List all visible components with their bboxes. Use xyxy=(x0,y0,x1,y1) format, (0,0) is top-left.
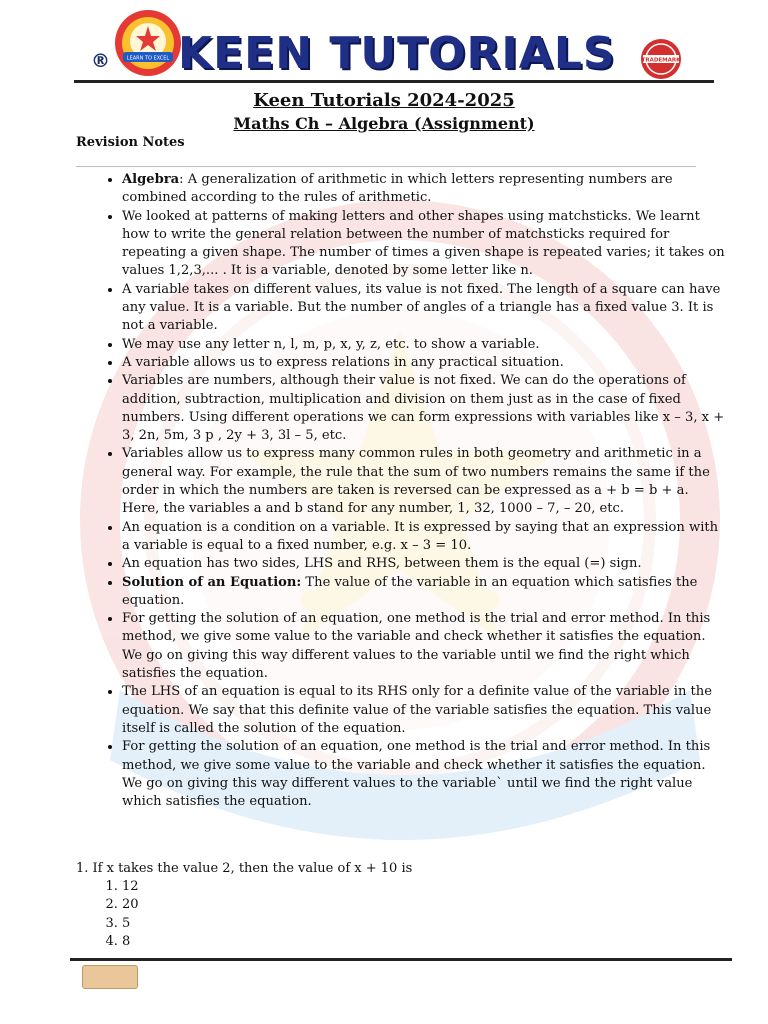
note-item xyxy=(122,372,726,445)
note-item xyxy=(122,610,726,683)
logo-text: LEARN TO EXCEL xyxy=(126,55,170,62)
note-item xyxy=(122,574,726,611)
note-item xyxy=(122,555,726,573)
note-item xyxy=(122,519,726,556)
header-divider xyxy=(74,80,714,83)
note-text: We looked at patterns of making letters and other shapes using matchsticks. We learnt how to write the general relation between the number of matchsticks required for repeating a given shape. The number of times a given shape is repeated varies; it takes on values 1,2,3,... . It is a variable, denoted by some letter like n. xyxy=(122,208,725,279)
note-item xyxy=(122,683,726,738)
section-divider xyxy=(76,166,696,167)
note-bold-term: Algebra xyxy=(122,172,180,187)
note-text: We may use any letter n, l, m, p, x, y, z, etc. to show a variable. xyxy=(122,336,540,352)
note-bold-term: Solution of an Equation: xyxy=(122,574,302,590)
note-text: : A generalization of arithmetic in which letters representing numbers are combined according to the rules of arithmetic. xyxy=(122,172,673,206)
answer-option: 1. 12 xyxy=(122,878,139,896)
note-text: Variables allow us to express many common rules in both geometry and arithmetic in a general way. For example, the rule that the sum of two numbers remains the same if the order in which the numbers are taken is reversed can be expressed as a + b = b + a. Here, the variables a and b stand for any number, 1, 32, 1000 – 7, – 20, etc. xyxy=(122,446,710,517)
note-item xyxy=(122,281,726,336)
document-titles xyxy=(0,90,768,134)
answer-option: 4. 8 xyxy=(122,933,139,951)
note-item xyxy=(122,171,726,208)
note-text: For getting the solution of an equation, one method is the trial and error method. In this method, we give some value to the variable and check whether it satisfies the equation. We go on giving this way different values to the variable until we find the right which satisfies the equation. xyxy=(122,611,711,682)
note-text: An equation is a condition on a variable. It is expressed by saying that an expression with a variable is equal to a fixed number, e.g. x – 3 = 10. xyxy=(122,519,719,553)
answer-options xyxy=(98,878,139,951)
note-item xyxy=(122,738,726,811)
answer-option: 2. 20 xyxy=(122,896,139,914)
note-text: An equation has two sides, LHS and RHS, between them is the equal (=) sign. xyxy=(122,556,642,572)
badge-text: TRADEMARK xyxy=(641,57,681,64)
page-header xyxy=(0,0,768,86)
keen-logo-icon xyxy=(113,8,183,78)
revision-notes-list xyxy=(96,171,726,811)
note-text: A variable allows us to express relations in any practical situation. xyxy=(122,354,564,370)
trademark-badge-icon xyxy=(640,38,682,80)
footer-page-tab xyxy=(82,965,138,989)
note-text: Variables are numbers, although their value is not fixed. We can do the operations of addition, subtraction, multiplication and division on them just as in the case of fixed numbers. Using different operations we can form expressions with variables like x – 3, x + 3, 2n, 5m, 3 p , 2y + 3, 3l – 5, etc. xyxy=(122,373,725,444)
registered-mark: ® xyxy=(91,50,110,72)
note-text: The LHS of an equation is equal to its RHS only for a definite value of the variable in the equation. We say that this definite value of the variable satisfies the equation. This value itself is called the solution of the equation. xyxy=(122,684,712,736)
brand-title: KEEN TUTORIALS xyxy=(178,28,616,79)
note-text: The value of the variable in an equation which satisfies the equation. xyxy=(122,574,698,608)
document-subtitle: Maths Ch – Algebra (Assignment) xyxy=(233,114,535,133)
note-text: A variable takes on different values, its value is not fixed. The length of a square can have any value. It is a variable. But the number of angles of a triangle has a fixed value 3. It is not a variable. xyxy=(122,281,721,334)
document-title: Keen Tutorials 2024-2025 xyxy=(253,90,515,111)
note-item xyxy=(122,336,726,354)
note-item xyxy=(122,208,726,281)
footer-divider xyxy=(70,958,732,961)
question-text: 1. If x takes the value 2, then the value of x + 10 is xyxy=(76,861,413,876)
note-text: For getting the solution of an equation, one method is the trial and error method. In this method, we give some value to the variable and check whether it satisfies the equation. We go on giving this way different values to the variable` until we find the right value which satisfies the equation. xyxy=(122,739,711,810)
answer-option: 3. 5 xyxy=(122,915,139,933)
section-heading: Revision Notes xyxy=(76,135,185,150)
note-item xyxy=(122,445,726,518)
note-item xyxy=(122,354,726,372)
